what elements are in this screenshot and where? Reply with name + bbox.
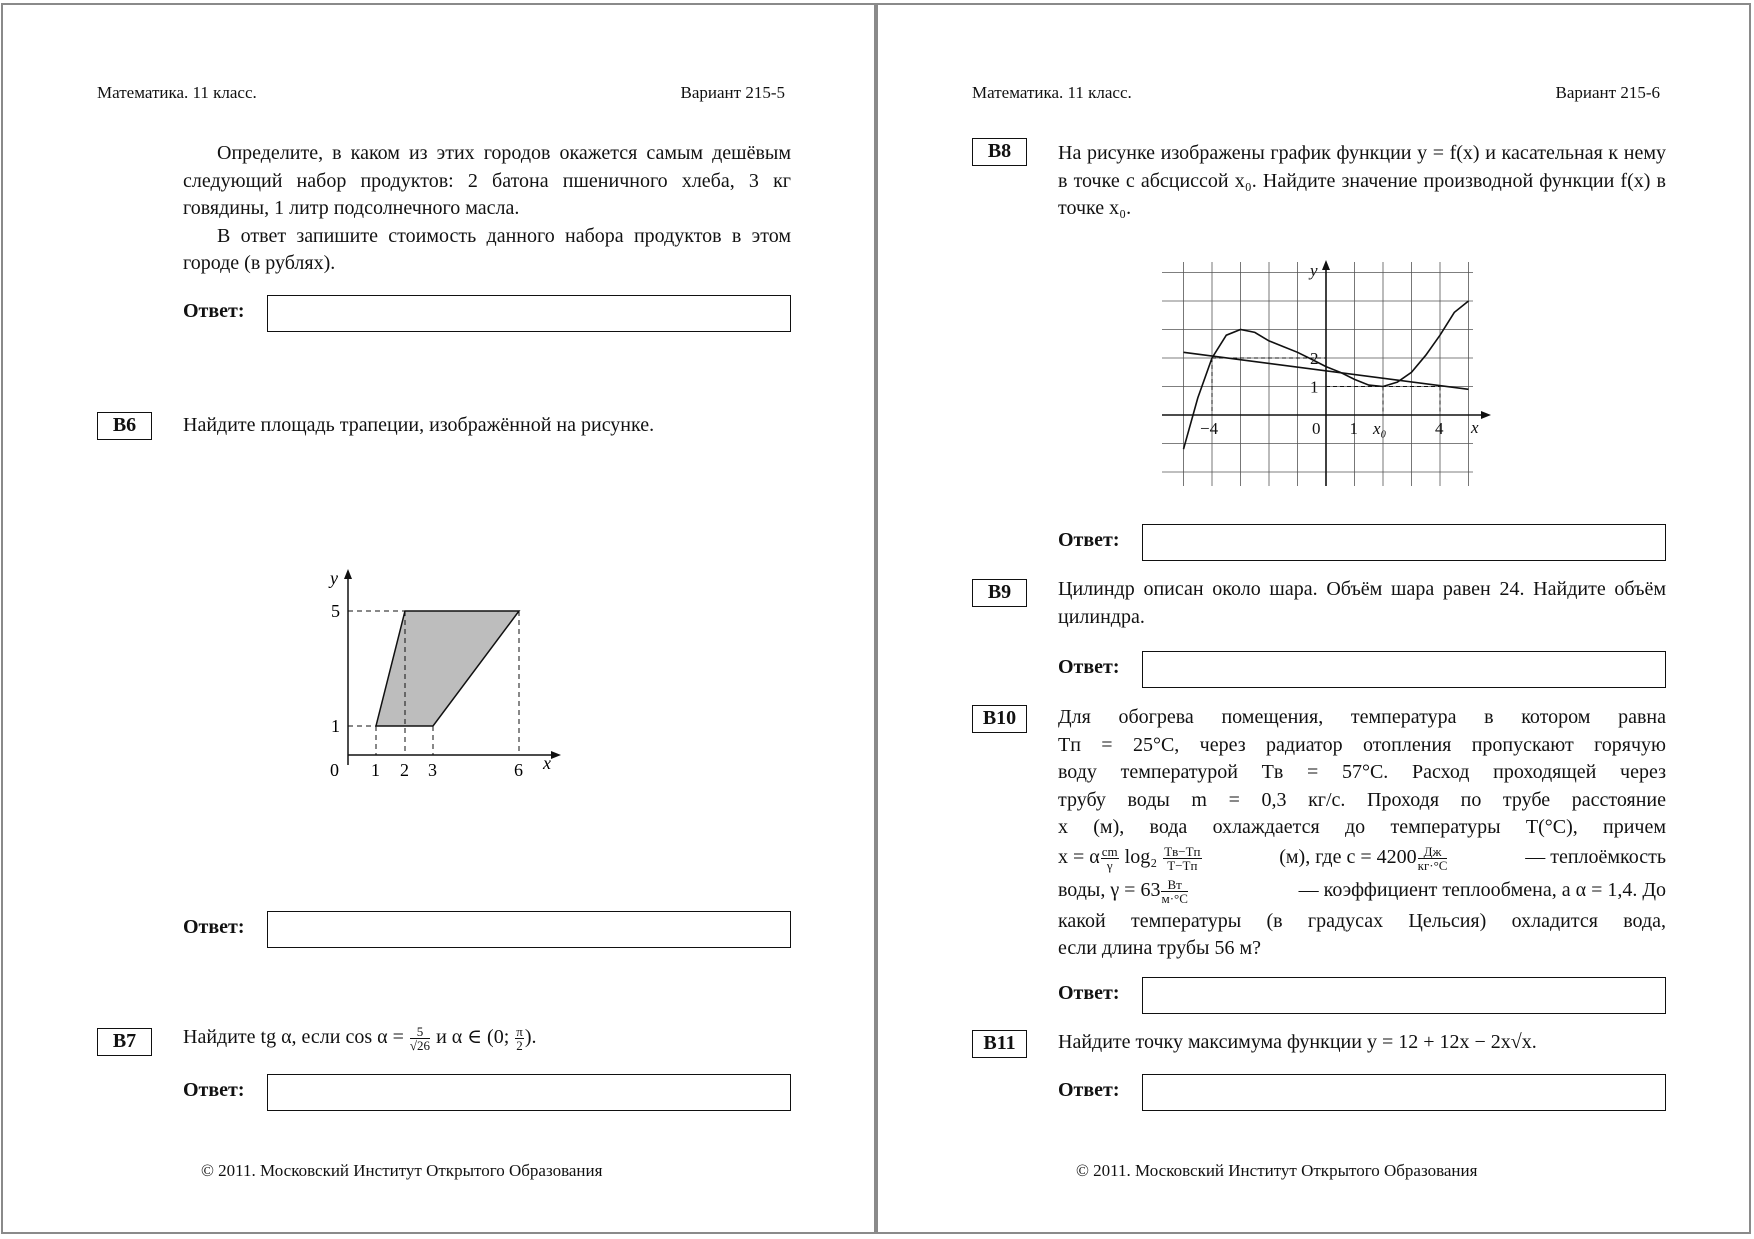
trapezoid-shape: [376, 611, 519, 726]
x-axis-label: x: [1471, 418, 1479, 437]
answer-box-b8[interactable]: [1142, 524, 1666, 561]
x-tick-3: 3: [428, 760, 437, 780]
x-tick-x0: x₀: [1373, 419, 1387, 438]
intro-text: [183, 140, 791, 278]
task-b6-text: Найдите площадь трапеции, изображённой на рисунке.: [183, 414, 655, 436]
b10-frac-gamma-den: м·°C: [1161, 890, 1188, 906]
x-axis-label: x: [543, 753, 551, 773]
b7-text-end: ).: [524, 1026, 537, 1048]
answer-box-b7[interactable]: [267, 1074, 791, 1111]
task-tag-b11: B11: [972, 1030, 1027, 1058]
task-b9-text: Цилиндр описан около шара. Объём шара равен 24. Найдите объём цилиндра.: [1058, 578, 1666, 628]
b7-frac-num: 5: [410, 1025, 430, 1039]
x-tick-2: 2: [400, 760, 409, 780]
b10-frac-temps-den: T−Tп: [1167, 857, 1198, 873]
b10-line-9: если длина трубы 56 м?: [1058, 937, 1261, 959]
b10-line-1: Для обогрева помещения, температура в котором равна: [1058, 706, 1666, 728]
b10-line-8: какой температуры (в градусах Цельсия) охладится вода,: [1058, 909, 1666, 932]
b10-frac-temps-num: Tв−Tп: [1164, 843, 1201, 859]
b10-frac-units-den: кг·°C: [1417, 857, 1448, 873]
graph-axes: [1162, 260, 1491, 486]
x-tick-minus4: −4: [1200, 419, 1219, 438]
x-tick-0: 0: [1312, 419, 1321, 438]
b10-formula-start: x = α: [1058, 846, 1100, 869]
y-axis-label: y: [1310, 261, 1318, 280]
b10-line-4: трубу воды m = 0,3 кг/с. Проходя по трубе расстояние: [1058, 788, 1666, 811]
task-tag-b7: B7: [97, 1028, 152, 1056]
task-tag-b8: B8: [972, 138, 1027, 166]
b10-frac-cm-den: γ: [1106, 857, 1113, 873]
answer-box-b9[interactable]: [1142, 651, 1666, 688]
b7-pi-num: π: [516, 1023, 523, 1039]
b10-formula-end: — теплоёмкость: [1525, 846, 1666, 869]
y-axis-arrow-icon: [1322, 260, 1330, 270]
b10-line-6: [1058, 842, 1666, 875]
b10-frac-gamma-units: [1161, 878, 1187, 905]
answer-box-b11[interactable]: [1142, 1074, 1666, 1111]
x-tick-4: 4: [1435, 419, 1444, 438]
answer-box-b10[interactable]: [1142, 977, 1666, 1014]
answer-label: Ответ:: [1058, 656, 1120, 678]
x-axis-arrow-icon: [551, 751, 561, 759]
y-tick-1: 1: [331, 716, 340, 736]
page-footer: © 2011. Московский Институт Открытого Образования: [1076, 1161, 1478, 1180]
task-tag-b6: B6: [97, 412, 152, 440]
task-b8-text: На рисунке изображены график функции y = f(x) и касательная к нему в точке с абсциссой x₀. Найдите значение производной функции f(x) в точке x₀.: [1058, 142, 1666, 219]
b10-line-2: Tп = 25°C, через радиатор отопления пропускают горячую: [1058, 733, 1666, 756]
b10-line-7: [1058, 875, 1666, 908]
answer-label: Ответ:: [1058, 982, 1120, 1004]
b10-formula-mid: (м), где c = 4200: [1279, 846, 1417, 869]
answer-label: Ответ:: [1058, 529, 1120, 551]
trapezoid-figure: [303, 560, 573, 785]
answer-label: Ответ:: [1058, 1079, 1120, 1101]
b10-frac-units-num: Дж: [1418, 845, 1448, 859]
b10-line-3: воду температурой Tв = 57°C. Расход проходящей через: [1058, 761, 1666, 783]
page-footer: © 2011. Московский Институт Открытого Образования: [201, 1161, 603, 1180]
page-header-subject: Математика. 11 класс.: [97, 83, 257, 102]
b10-frac-cm: [1101, 845, 1119, 872]
left-page: [1, 3, 876, 1234]
x-tick-0: 0: [330, 760, 339, 780]
answer-label: Ответ:: [183, 1079, 245, 1101]
task-tag-b9: B9: [972, 579, 1027, 607]
b7-fraction: [410, 1025, 430, 1052]
b10-line-7-rest: — коэффициент теплообмена, а α = 1,4. До: [1298, 879, 1666, 902]
b10-log: log₂: [1124, 846, 1158, 869]
answer-box-b5[interactable]: [267, 295, 791, 332]
page-header-variant: Вариант 215-6: [1555, 83, 1660, 102]
x-tick-1: 1: [371, 760, 380, 780]
graph-labels: [1200, 261, 1479, 438]
b7-pi-den: 2: [516, 1037, 523, 1053]
function-graph: [1158, 258, 1493, 490]
y-tick-1: 1: [1310, 377, 1319, 397]
intro-paragraph-2: В ответ запишите стоимость данного набора продуктов в этом городе (в рублях).: [183, 224, 791, 274]
y-tick-5: 5: [331, 601, 340, 621]
page-header-subject: Математика. 11 класс.: [972, 83, 1132, 102]
x-axis-arrow-icon: [1481, 411, 1491, 419]
y-axis-arrow-icon: [344, 569, 352, 579]
task-b10-text: [1058, 704, 1666, 963]
b7-pi-fraction: [515, 1025, 524, 1052]
task-b11-text: Найдите точку максимума функции y = 12 + 12x − 2x√x.: [1058, 1031, 1537, 1053]
b7-text-mid: и α ∈ (0;: [436, 1026, 510, 1048]
b10-frac-units: [1418, 845, 1448, 872]
b7-frac-den: √26: [409, 1037, 431, 1053]
x-tick-6: 6: [514, 760, 523, 780]
x-tick-1: 1: [1349, 419, 1358, 438]
b10-frac-cm-num: cm: [1101, 843, 1118, 859]
answer-label: Ответ:: [183, 916, 245, 938]
answer-box-b6[interactable]: [267, 911, 791, 948]
b10-gamma: воды, γ = 63: [1058, 879, 1161, 902]
task-tag-b10: B10: [972, 705, 1027, 733]
task-b7-text: [183, 1024, 791, 1052]
answer-label: Ответ:: [183, 300, 245, 322]
page-header-variant: Вариант 215-5: [680, 83, 785, 102]
y-tick-2: 2: [1310, 349, 1319, 368]
b7-text-start: Найдите tg α, если cos α =: [183, 1026, 404, 1048]
b10-frac-gamma-num: Вт: [1161, 878, 1187, 892]
y-axis-label: y: [330, 568, 338, 588]
graph-grid: [1162, 262, 1473, 486]
b10-line-5: x (м), вода охлаждается до температуры T(°C), причем: [1058, 816, 1666, 838]
right-page: [876, 3, 1751, 1234]
intro-paragraph-1: Определите, в каком из этих городов окажется самым дешёвым следующий набор продуктов: 2 батона пшеничного хлеба, 3 кг говядины, 1 литр подсолнечного масла.: [183, 142, 791, 219]
b10-frac-temps: [1163, 845, 1201, 872]
